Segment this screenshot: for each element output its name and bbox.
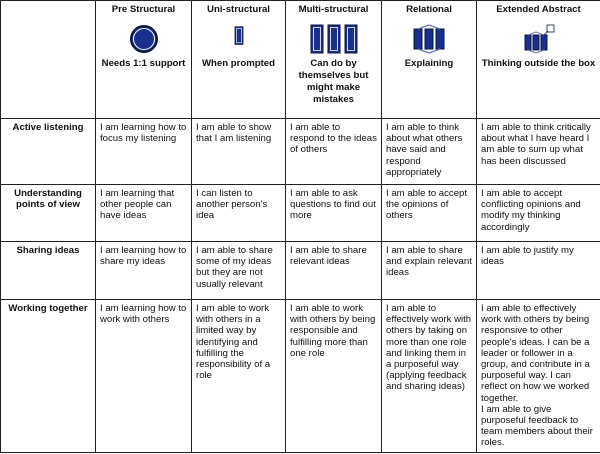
column-title: Relational [406, 4, 452, 15]
header-row [1, 1, 600, 119]
table-cell: I am able to share relevant ideas [286, 242, 382, 300]
table-cell [477, 119, 600, 185]
table-cell: I am able to respond to the ideas of others [286, 119, 382, 185]
table-cell: I am learning how to share my ideas [96, 242, 192, 300]
table-cell: I am able to accept the opinions of others [382, 185, 477, 242]
table-cell: I am able to accept conflicting opinions and modify my thinking accordingly [477, 185, 600, 242]
table-cell: I am able to share and explain relevant ideas [382, 242, 477, 300]
table-row [1, 242, 600, 300]
column-subtitle: When prompted [201, 58, 275, 69]
table-cell: I am able to ask questions to find out more [286, 185, 382, 242]
column-header-relational [382, 1, 477, 119]
table-cell: I am able to effectively work with others by taking on more than one role and linking them in a purposeful way (applying feedback and sharing ideas) [382, 300, 477, 453]
column-header-uni-structural [192, 1, 286, 119]
column-header-multi-structural [286, 1, 382, 119]
column-title: Pre Structural [111, 4, 176, 15]
table-cell: I am able to effectively work with others by being responsive to other people's ideas. I can be a leader or follower in a group, and contribute in a purposeful way. I can reflect on how we worked together. I am able to give purposeful feedback to team members about their roles. [477, 300, 600, 453]
column-title: Multi-structural [298, 4, 369, 15]
cell-paragraph: I am able to think critically about what I have heard [481, 122, 591, 145]
column-title: Uni-structural [207, 4, 270, 15]
column-header-pre-structural [96, 1, 192, 119]
column-header-extended-abstract [477, 1, 600, 119]
table-cell: I am learning how to focus my listening [96, 119, 192, 185]
table-cell: I am learning that other people can have ideas [96, 185, 192, 242]
table-cell: I am able to work with others in a limited way by identifying and fulfilling the responsibility of a role [192, 300, 286, 453]
corner-cell [1, 1, 96, 119]
table-row [1, 119, 600, 185]
column-subtitle: Needs 1:1 support [101, 58, 186, 69]
cell-paragraph: I am able to sum up what has been discussed [481, 133, 590, 167]
table-cell: I can listen to another person's idea [192, 185, 286, 242]
column-subtitle: Thinking outside the box [481, 58, 596, 69]
table-cell: I am able to work with others by being responsible and fulfilling more than one role [286, 300, 382, 453]
table-cell: I am able to show that I am listening [192, 119, 286, 185]
row-label: Active listening [1, 119, 96, 185]
three-bars-icon [309, 24, 359, 54]
column-subtitle: Explaining [404, 58, 454, 69]
row-label: Working together [1, 300, 96, 453]
row-label: Sharing ideas [1, 242, 96, 300]
row-label: Understanding points of view [1, 185, 96, 242]
table-row [1, 185, 600, 242]
column-subtitle: Can do by themselves but might make mistakes [298, 58, 369, 105]
extended-bars-icon [522, 24, 556, 54]
linked-bars-icon [412, 24, 446, 54]
table-row [1, 300, 600, 453]
table-cell: I am able to think about what others have said and respond appropriately [382, 119, 477, 185]
single-bar-icon [233, 26, 245, 50]
column-title: Extended Abstract [496, 4, 581, 15]
table-cell: I am learning how to work with others [96, 300, 192, 453]
table-cell: I am able to justify my ideas [477, 242, 600, 300]
circle-icon [129, 24, 159, 54]
table-cell: I am able to share some of my ideas but they are not usually relevant [192, 242, 286, 300]
